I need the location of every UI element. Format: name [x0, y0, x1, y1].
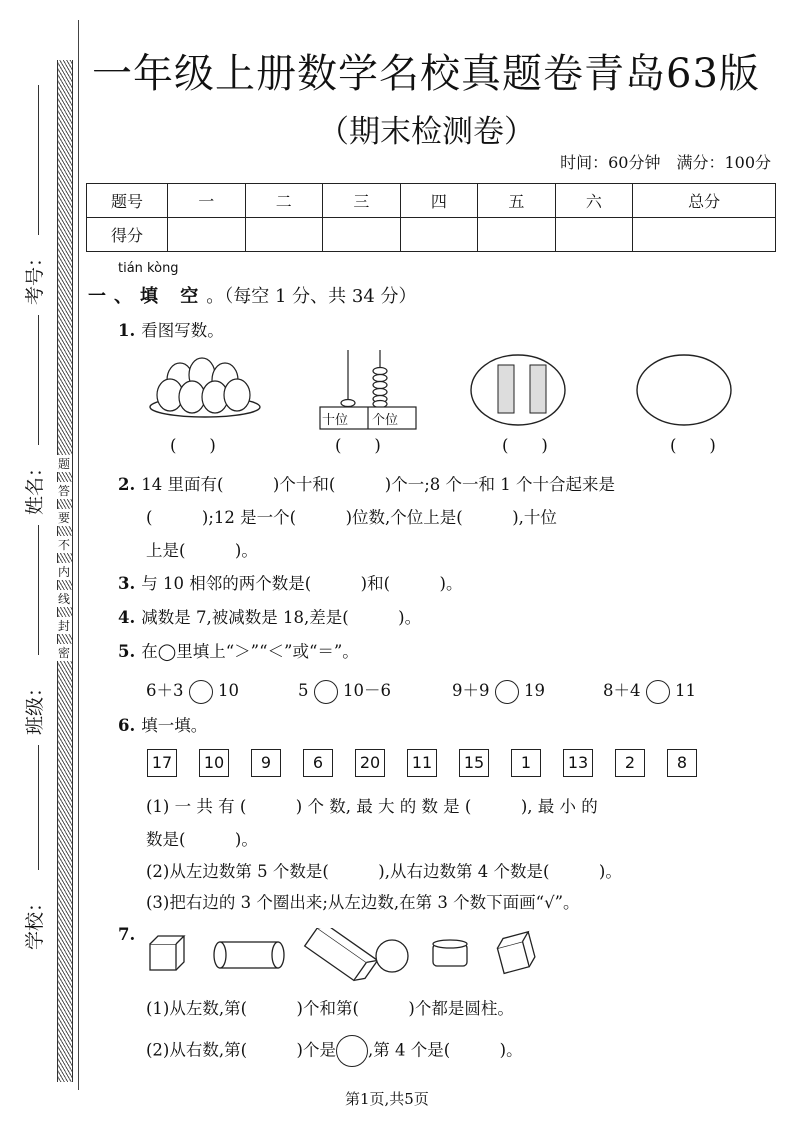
class-label: 班级： [24, 677, 46, 735]
q6-sub2: (2)从左边数第 5 个数是( ),从右边数第 4 个数是( )。 [146, 862, 622, 881]
name-label: 姓名： [24, 457, 46, 515]
q-text: 减数是 7,被减数是 18,差是( )。 [141, 608, 422, 627]
school-line[interactable] [38, 745, 39, 870]
q3 [118, 570, 462, 594]
seal-char: 线 [57, 592, 70, 606]
answer-blank[interactable]: ( ) [170, 436, 216, 455]
q5-item [603, 677, 696, 704]
q5-item [146, 677, 239, 704]
q-number: 6. [118, 716, 136, 735]
number-box: 13 [563, 749, 593, 777]
answer-blank[interactable]: ( ) [670, 436, 716, 455]
right-expr: 19 [524, 681, 545, 700]
q-number: 3. [118, 574, 136, 593]
q5-item [298, 677, 391, 704]
header-cell: 一 [168, 184, 246, 218]
score-cell[interactable] [400, 218, 478, 252]
score-table [86, 183, 776, 252]
margin-line [78, 20, 79, 1090]
q-text: 填一填。 [141, 716, 208, 735]
header-cell: 题号 [87, 184, 168, 218]
score-cell[interactable] [633, 218, 776, 252]
short-cylinder-shape [433, 940, 467, 966]
compare-circle[interactable] [646, 680, 670, 704]
score-cell[interactable] [245, 218, 323, 252]
number-box: 1 [511, 749, 541, 777]
q-number: 4. [118, 608, 136, 627]
q7-shapes [145, 928, 545, 983]
name-line[interactable] [38, 315, 39, 445]
score-header-row [87, 184, 776, 218]
class-line[interactable] [38, 525, 39, 655]
compare-circle[interactable] [189, 680, 213, 704]
q2 [118, 471, 615, 495]
number-box: 2 [615, 749, 645, 777]
number-box: 6 [303, 749, 333, 777]
q6-sub1-cont: 数是( )。 [146, 830, 258, 849]
number-box: 8 [667, 749, 697, 777]
row-label: 得分 [87, 218, 168, 252]
header-cell: 六 [555, 184, 633, 218]
seal-char: 封 [57, 619, 70, 633]
number-box: 17 [147, 749, 177, 777]
sticks-bundles-image [471, 355, 565, 425]
q6-sub3: (3)把右边的 3 个圈出来;从左边数,在第 3 个数下面画“√”。 [146, 893, 580, 912]
cylinder-shape [214, 942, 284, 968]
compare-circle[interactable] [495, 680, 519, 704]
seal-char: 答 [57, 484, 70, 498]
answer-blank[interactable]: ( ) [335, 436, 381, 455]
circle-shape [336, 1035, 368, 1067]
header-cell: 三 [323, 184, 401, 218]
q6 [118, 712, 207, 736]
q2-line3: 上是( )。 [146, 541, 258, 560]
school-label: 学校： [24, 892, 46, 950]
score-cell[interactable] [478, 218, 556, 252]
header-cell: 总分 [633, 184, 776, 218]
right-expr: 10 [218, 681, 239, 700]
section-number: 一、 [88, 286, 140, 307]
exam-number-label: 考号： [24, 247, 46, 305]
q5 [118, 638, 359, 662]
cuboid-shape [305, 928, 378, 983]
section-note: 。（每空 1 分、共 34 分） [206, 286, 417, 307]
page-title: 一年级上册数学名校真题卷青岛63版 [92, 51, 760, 97]
cube-shape [150, 936, 184, 970]
q-number: 1. [118, 321, 136, 340]
q1-pictures [140, 345, 780, 435]
eggs-plate-image [150, 358, 260, 417]
page-footer: 第1页,共5页 [345, 1090, 429, 1108]
left-expr: 9＋9 [452, 681, 490, 700]
number-box: 10 [199, 749, 229, 777]
q7-sub2 [146, 1035, 523, 1067]
score-cell[interactable] [323, 218, 401, 252]
number-box: 9 [251, 749, 281, 777]
right-expr: 10－6 [343, 681, 391, 700]
exam-meta: 时间：60分钟 满分：100分 [560, 153, 771, 172]
q7 [118, 925, 141, 944]
section-heading [88, 282, 417, 308]
sphere-shape [376, 940, 408, 972]
abacus-ones-label: 个位 [372, 413, 399, 428]
q2-line2: ( );12 是一个( )位数,个位上是( ),十位 [146, 508, 557, 527]
answer-blank[interactable]: ( ) [502, 436, 548, 455]
number-boxes [147, 749, 719, 777]
q5-item [452, 677, 545, 704]
seal-char: 内 [57, 565, 70, 579]
abacus-tens-label: 十位 [322, 413, 349, 428]
q-text: 与 10 相邻的两个数是( )和( )。 [141, 574, 463, 593]
q1 [118, 317, 224, 341]
seal-char: 要 [57, 511, 70, 525]
exam-number-line[interactable] [38, 85, 39, 235]
q-number: 5. [118, 642, 136, 661]
q-number: 7. [118, 925, 136, 944]
score-cell[interactable] [168, 218, 246, 252]
seal-char: 密 [57, 646, 70, 660]
score-cell[interactable] [555, 218, 633, 252]
q-text: (2)从右数,第( )个是 [146, 1040, 336, 1060]
q-text: ,第 4 个是( )。 [368, 1040, 523, 1060]
left-expr: 6＋3 [146, 681, 184, 700]
left-expr: 5 [298, 681, 309, 700]
number-box: 11 [407, 749, 437, 777]
header-cell: 四 [400, 184, 478, 218]
seal-char: 题 [57, 457, 70, 471]
section-title: 填 空 [140, 286, 207, 307]
q-text: 在◯里填上“＞”“＜”或“＝”。 [141, 642, 359, 661]
subtitle: （期末检测卷） [318, 114, 535, 150]
number-box: 20 [355, 749, 385, 777]
q4 [118, 604, 421, 628]
number-box: 15 [459, 749, 489, 777]
cube-shape-tilted [495, 932, 537, 974]
right-expr: 11 [675, 681, 696, 700]
q-text: 看图写数。 [141, 321, 224, 340]
q6-sub1: (1) 一 共 有 ( ) 个 数, 最 大 的 数 是 ( ), 最 小 的 [146, 797, 598, 816]
q7-sub1: (1)从左数,第( )个和第( )个都是圆柱。 [146, 999, 514, 1018]
empty-oval [637, 355, 731, 425]
left-expr: 8＋4 [603, 681, 641, 700]
score-row [87, 218, 776, 252]
header-cell: 二 [245, 184, 323, 218]
section-pinyin: tián kòng [118, 261, 179, 276]
header-cell: 五 [478, 184, 556, 218]
q-text: 14 里面有( )个十和( )个一;8 个一和 1 个十合起来是 [141, 475, 616, 494]
compare-circle[interactable] [314, 680, 338, 704]
seal-char: 不 [57, 538, 70, 552]
q-number: 2. [118, 475, 136, 494]
